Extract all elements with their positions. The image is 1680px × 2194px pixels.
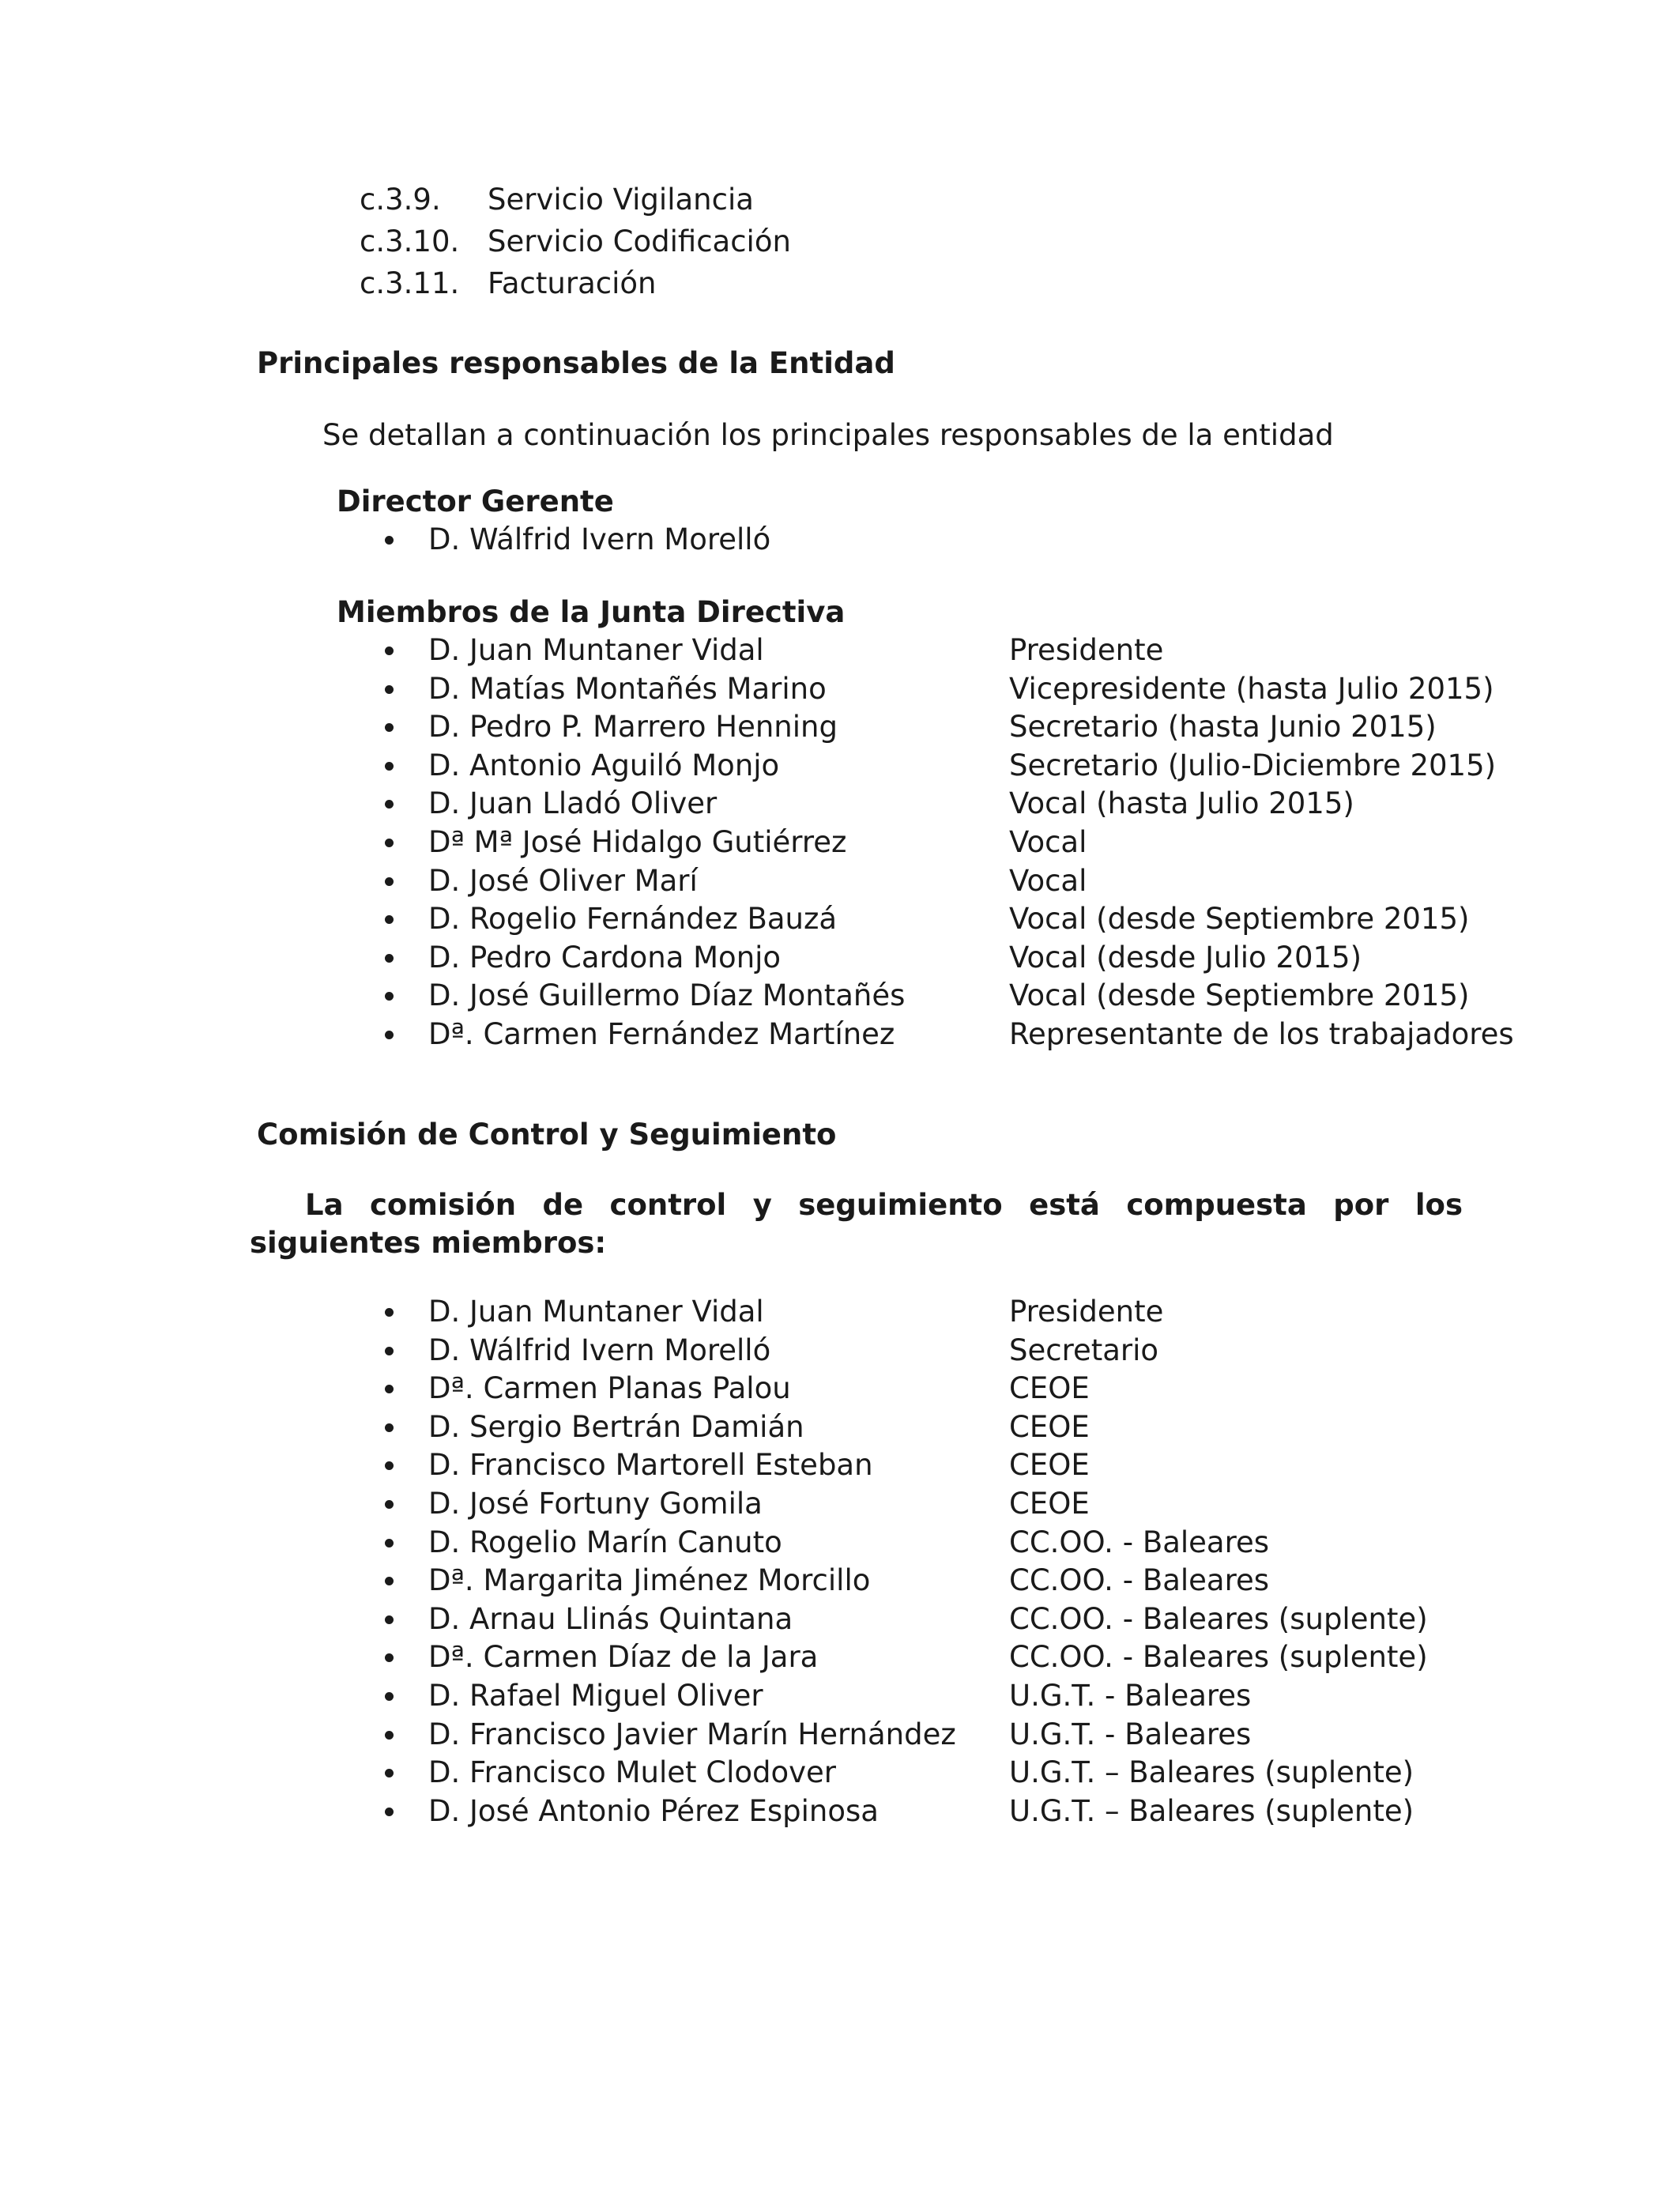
person-name: D. Arnau Llinás Quintana xyxy=(428,1601,793,1636)
bullet-icon xyxy=(385,1677,394,1715)
bullet-icon xyxy=(385,1754,394,1792)
bullet-icon xyxy=(385,1408,394,1446)
person-role: CC.OO. - Baleares xyxy=(1009,1525,1270,1559)
person-name: D. Rogelio Marín Canuto xyxy=(428,1525,782,1559)
person-role: Vocal (hasta Julio 2015) xyxy=(1009,786,1354,821)
bullet-icon xyxy=(385,824,394,861)
person-role: CEOE xyxy=(1009,1486,1090,1521)
sublist-number: c.3.10. xyxy=(360,224,460,258)
bullet-icon xyxy=(385,785,394,823)
bullet-icon xyxy=(385,939,394,977)
person-name: D. Sergio Bertrán Damián xyxy=(428,1409,804,1444)
person-name: D. Wálfrid Ivern Morelló xyxy=(428,1333,771,1367)
person-name: D. Rafael Miguel Oliver xyxy=(428,1678,763,1713)
person-name: D. Francisco Javier Marín Hernández xyxy=(428,1717,956,1751)
board-heading: Miembros de la Junta Directiva xyxy=(337,595,846,629)
person-role: U.G.T. – Baleares (suplente) xyxy=(1009,1793,1414,1828)
sublist-label: Facturación xyxy=(488,266,657,300)
person-role: CEOE xyxy=(1009,1409,1090,1444)
person-role: U.G.T. – Baleares (suplente) xyxy=(1009,1755,1414,1790)
person-role: CC.OO. - Baleares (suplente) xyxy=(1009,1601,1428,1636)
sublist-number: c.3.11. xyxy=(360,266,460,300)
bullet-icon xyxy=(385,900,394,938)
person-name: D. Francisco Martorell Esteban xyxy=(428,1448,873,1483)
section-heading-comision: Comisión de Control y Seguimiento xyxy=(257,1118,837,1152)
sublist-label: Servicio Vigilancia xyxy=(488,183,754,217)
bullet-icon xyxy=(385,1600,394,1638)
bullet-icon xyxy=(385,1293,394,1331)
bullet-icon xyxy=(385,1716,394,1754)
person-role: Secretario (Julio-Diciembre 2015) xyxy=(1009,748,1497,782)
person-name: D. José Antonio Pérez Espinosa xyxy=(428,1793,879,1828)
section-intro-responsables: Se detallan a continuación los principales responsables de la entidad xyxy=(322,418,1334,452)
person-name: Dª Mª José Hidalgo Gutiérrez xyxy=(428,824,847,859)
person-role: Vocal (desde Septiembre 2015) xyxy=(1009,978,1470,1013)
section-heading-responsables: Principales responsables de la Entidad xyxy=(257,346,895,380)
bullet-icon xyxy=(385,1562,394,1600)
person-role: Vocal (desde Julio 2015) xyxy=(1009,940,1362,974)
bullet-icon xyxy=(385,1446,394,1484)
bullet-icon xyxy=(385,1793,394,1830)
person-name: D. Francisco Mulet Clodover xyxy=(428,1755,837,1790)
person-role: Secretario (hasta Junio 2015) xyxy=(1009,710,1437,745)
person-name: D. Juan Lladó Oliver xyxy=(428,786,718,821)
bullet-icon xyxy=(385,670,394,708)
person-name: D. José Oliver Marí xyxy=(428,863,698,898)
person-role: Vicepresidente (hasta Julio 2015) xyxy=(1009,671,1494,706)
bullet-icon xyxy=(385,521,394,559)
person-name: Dª. Carmen Fernández Martínez xyxy=(428,1016,895,1051)
person-role: CC.OO. - Baleares (suplente) xyxy=(1009,1640,1428,1675)
bullet-icon xyxy=(385,1524,394,1562)
bullet-icon xyxy=(385,862,394,900)
bullet-icon xyxy=(385,1016,394,1054)
person-name: Dª. Carmen Planas Palou xyxy=(428,1371,791,1406)
person-name: D. Pedro Cardona Monjo xyxy=(428,940,782,974)
person-name: D. Rogelio Fernández Bauzá xyxy=(428,902,838,937)
bullet-icon xyxy=(385,631,394,669)
person-role: U.G.T. - Baleares xyxy=(1009,1717,1252,1751)
sublist-number: c.3.9. xyxy=(360,183,441,217)
bullet-icon xyxy=(385,1485,394,1523)
person-role: Representante de los trabajadores xyxy=(1009,1016,1514,1051)
person-name: D. Juan Muntaner Vidal xyxy=(428,633,764,667)
person-name: D. Wálfrid Ivern Morelló xyxy=(428,522,771,556)
person-name: D. José Fortuny Gomila xyxy=(428,1486,763,1521)
person-name: D. Matías Montañés Marino xyxy=(428,671,827,706)
person-role: CEOE xyxy=(1009,1448,1090,1483)
person-role: CC.OO. - Baleares xyxy=(1009,1563,1270,1598)
person-role: U.G.T. - Baleares xyxy=(1009,1678,1252,1713)
bullet-icon xyxy=(385,1370,394,1408)
bullet-icon xyxy=(385,708,394,746)
person-role: CEOE xyxy=(1009,1371,1090,1406)
bullet-icon xyxy=(385,1332,394,1370)
person-name: D. José Guillermo Díaz Montañés xyxy=(428,978,906,1013)
person-role: Vocal xyxy=(1009,863,1087,898)
director-heading: Director Gerente xyxy=(337,484,614,518)
person-name: D. Juan Muntaner Vidal xyxy=(428,1295,764,1329)
person-name: Dª. Margarita Jiménez Morcillo xyxy=(428,1563,871,1598)
bullet-icon xyxy=(385,747,394,785)
person-role: Presidente xyxy=(1009,633,1164,667)
person-role: Vocal (desde Septiembre 2015) xyxy=(1009,902,1470,937)
person-name: D. Pedro P. Marrero Henning xyxy=(428,710,838,745)
person-name: D. Antonio Aguiló Monjo xyxy=(428,748,780,782)
person-role: Secretario xyxy=(1009,1333,1159,1367)
bullet-icon xyxy=(385,977,394,1015)
sublist-label: Servicio Codificación xyxy=(488,224,791,258)
person-role: Vocal xyxy=(1009,824,1087,859)
person-name: Dª. Carmen Díaz de la Jara xyxy=(428,1640,819,1675)
person-role: Presidente xyxy=(1009,1295,1164,1329)
section-intro-comision: La comisión de control y seguimiento está compuesta por los siguientes miembros: xyxy=(250,1188,1463,1260)
bullet-icon xyxy=(385,1638,394,1676)
